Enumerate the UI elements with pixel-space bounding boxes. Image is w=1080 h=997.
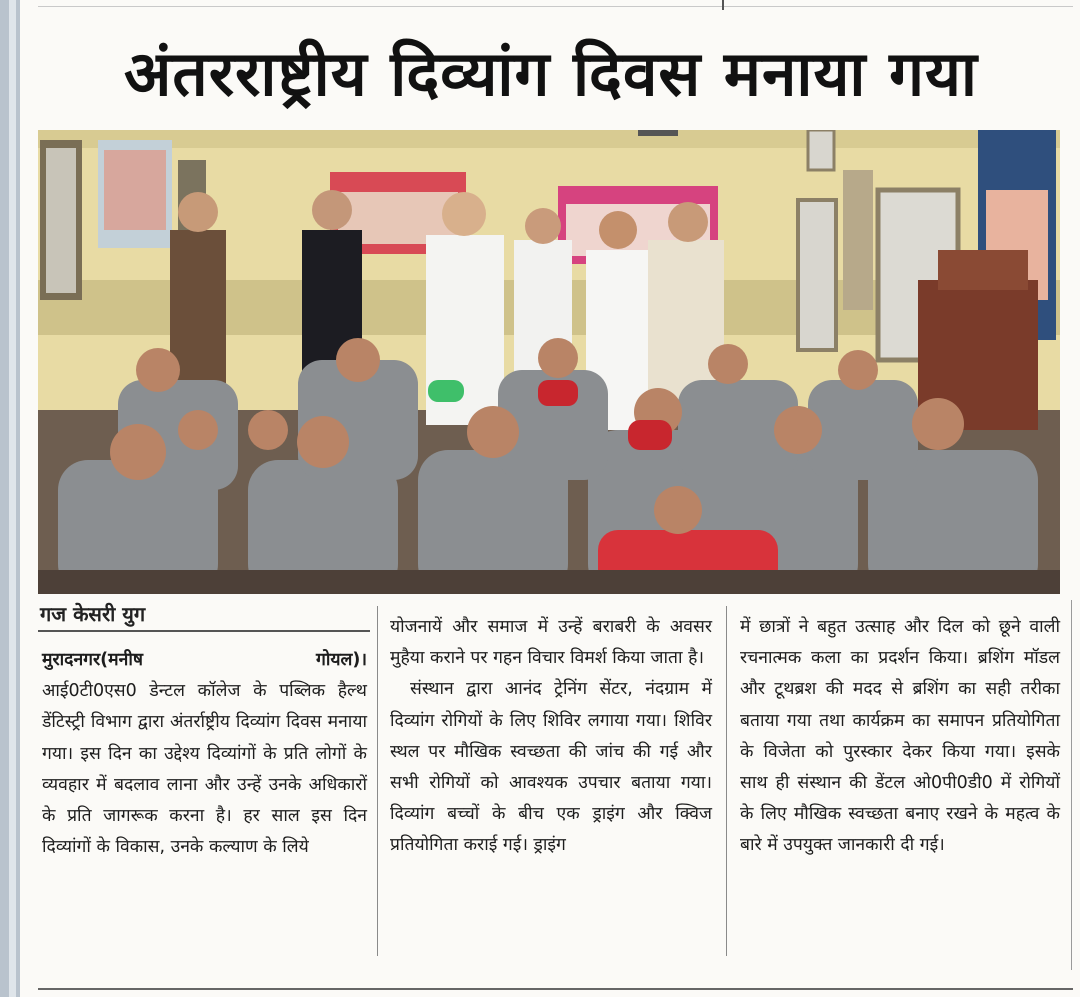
right-rule [1071, 600, 1072, 970]
top-tick [722, 0, 724, 10]
group-photo [38, 130, 1060, 594]
article-column-1 [42, 645, 367, 863]
col1-text: आई0टी0एस0 डेन्टल कॉलेज के पब्लिक हैल्थ डेंटिस्ट्री विभाग द्वारा अंतर्राष्ट्रीय दिव्यांग दिवस मनाया गया। इस दिन का उद्देश्य दिव्यांगों के प्रति लोगों के व्यवहार में बदलाव लाना और उन्हें उनके अधिकारों के प्रति जागरूक करना है। हर साल इस दिन दिव्यांगों के विकास, उनके कल्याण के लिये [42, 681, 367, 858]
news-photo [38, 130, 1060, 594]
byline-newspaper: गज केसरी युग [40, 602, 146, 626]
column-divider-1 [377, 606, 378, 956]
col2-paragraph-1: योजनायें और समाज में उन्हें बराबरी के अवसर मुहैया कराने पर गहन विचार विमर्श किया जाता है। [390, 617, 712, 669]
article-column-3 [740, 612, 1060, 862]
top-rule [38, 6, 1073, 7]
headline: अंतरराष्ट्रीय दिव्यांग दिवस मनाया गया [123, 37, 978, 110]
column-divider-2 [726, 606, 727, 956]
byline-rule [38, 630, 370, 632]
col3-text: में छात्रों ने बहुत उत्साह और दिल को छूने वाली रचनात्मक कला का प्रदर्शन किया। ब्रशिंग मॉडल और टूथब्रश की मदद से ब्रशिंग का सही तरीका बताया गया तथा कार्यक्रम का समापन प्रतियोगिता के विजेता को पुरस्कार देकर किया गया। इसके साथ ही संस्थान की डेंटल ओ0पी0डी0 में रोगियों के लिए मौखिक स्वच्छता बनाए रखने के महत्व के बारे में उपयुक्त जानकारी दी गई। [740, 617, 1060, 856]
page-edge-strip [0, 0, 20, 997]
col2-paragraph-2: संस्थान द्वारा आनंद ट्रेनिंग सेंटर, नंदग्राम में दिव्यांग रोगियों के लिए शिविर लगाया गया। शिविर स्थल पर मौखिक स्वच्छता की जांच की गई और सभी रोगियों को आवश्यक उपचार बताया गया। दिव्यांग बच्चों के बीच एक ड्राइंग और क्विज प्रतियोगिता कराई गई। ड्राइंग [390, 679, 712, 856]
dateline: मुरादनगर(मनीष गोयल)। [42, 650, 367, 670]
article-column-2 [390, 612, 712, 862]
bottom-rule [38, 988, 1073, 990]
